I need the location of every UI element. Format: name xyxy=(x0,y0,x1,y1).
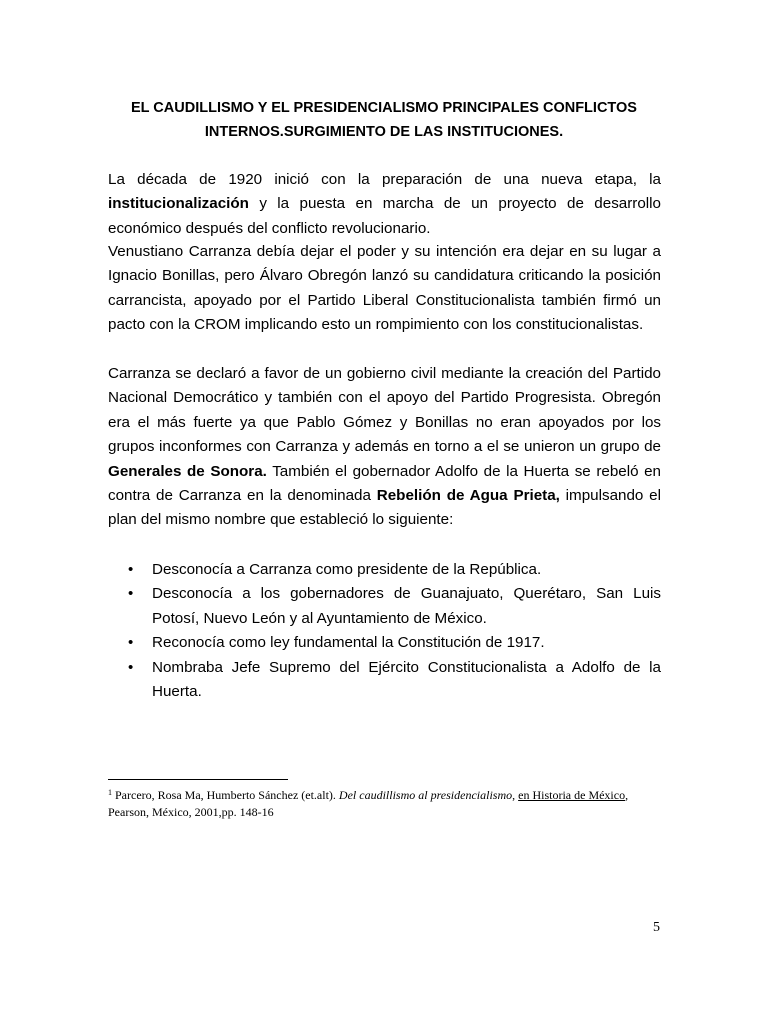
bullet-icon: • xyxy=(128,658,134,676)
list-item-text: Desconocía a Carranza como presidente de la República. xyxy=(152,561,542,578)
list-item-text: Reconocía como ley fundamental la Constitución de 1917. xyxy=(152,634,545,652)
title-line-2: INTERNOS.SURGIMIENTO DE LAS INSTITUCIONES. xyxy=(204,124,564,140)
paragraph-2: Venustiano Carranza debía dejar el poder y su intención era dejar en su lugar a Ignacio Bonillas, pero Álvaro Obregón lanzó su candidatura criticando la posición carrancista, apoyado por el Partido Liberal Constitucionalista también firmó un pacto con la CROM implicando esto un rompimiento con los constitucionalistas. xyxy=(108,243,661,334)
paragraph-3-text-b: También el gobernador Adolfo de la Huerta se rebeló en contra de Carranza en la denominada xyxy=(108,462,662,505)
paragraph-1-text-a: La década de 1920 inició con la preparación de una nueva etapa, la xyxy=(108,171,661,188)
list-item xyxy=(108,558,661,582)
paragraph-3 xyxy=(108,362,661,533)
list-item-text: Nombraba Jefe Supremo del Ejército Constitucionalista a Adolfo de la Huerta. xyxy=(152,658,661,701)
paragraph-3-bold-generales: Generales de Sonora. xyxy=(108,462,267,480)
footnote-marker: 1 xyxy=(108,788,112,797)
footnote-work-title: Del caudillismo al presidencialismo xyxy=(338,788,513,802)
paragraph-3-text-c: impulsando el plan del mismo nombre que estableció lo siguiente: xyxy=(108,487,661,529)
bullet-icon: • xyxy=(128,561,134,578)
plan-bullet-list xyxy=(108,558,661,704)
bullet-icon: • xyxy=(128,585,134,603)
page-number: 5 xyxy=(653,920,660,935)
paragraph-1-bold-term: institucionalización xyxy=(108,195,249,213)
footnote-separator xyxy=(108,779,288,780)
paragraph-3-text-a: Carranza se declaró a favor de un gobierno civil mediante la creación del Partido Nacional Democrático y también con el apoyo del Partido Progresista. Obregón era el más fuerte ya que Pablo Gómez y Bonillas no eran apoyados por los grupos inconformes con Carranza y además en torno a el se unieron un grupo de xyxy=(108,365,661,456)
title-line-1: EL CAUDILLISMO Y EL PRESIDENCIALISMO PRINCIPALES CONFLICTOS xyxy=(131,100,637,116)
footnote-separator-text: , xyxy=(512,788,519,802)
paragraph-3-bold-rebelion: Rebelión de Agua Prieta, xyxy=(376,487,560,505)
list-item xyxy=(108,631,661,655)
footnote xyxy=(108,784,653,821)
list-item xyxy=(108,656,661,705)
paragraph-1-text-b: y la puesta en marcha de un proyecto de desarrollo económico después del conflicto revolucionario. xyxy=(108,195,661,237)
list-item xyxy=(108,582,661,631)
footnote-source: en Historia de México xyxy=(518,788,626,802)
document-title xyxy=(108,96,660,144)
bullet-icon: • xyxy=(128,634,134,652)
footnote-authors: Parcero, Rosa Ma, Humberto Sánchez (et.alt). xyxy=(112,788,339,802)
footnote-publication: , Pearson, México, 2001,pp. 148-16 xyxy=(108,788,629,819)
paragraph-1 xyxy=(108,168,661,241)
list-item-text: Desconocía a los gobernadores de Guanajuato, Querétaro, San Luis Potosí, Nuevo León y al Ayuntamiento de México. xyxy=(152,585,661,627)
